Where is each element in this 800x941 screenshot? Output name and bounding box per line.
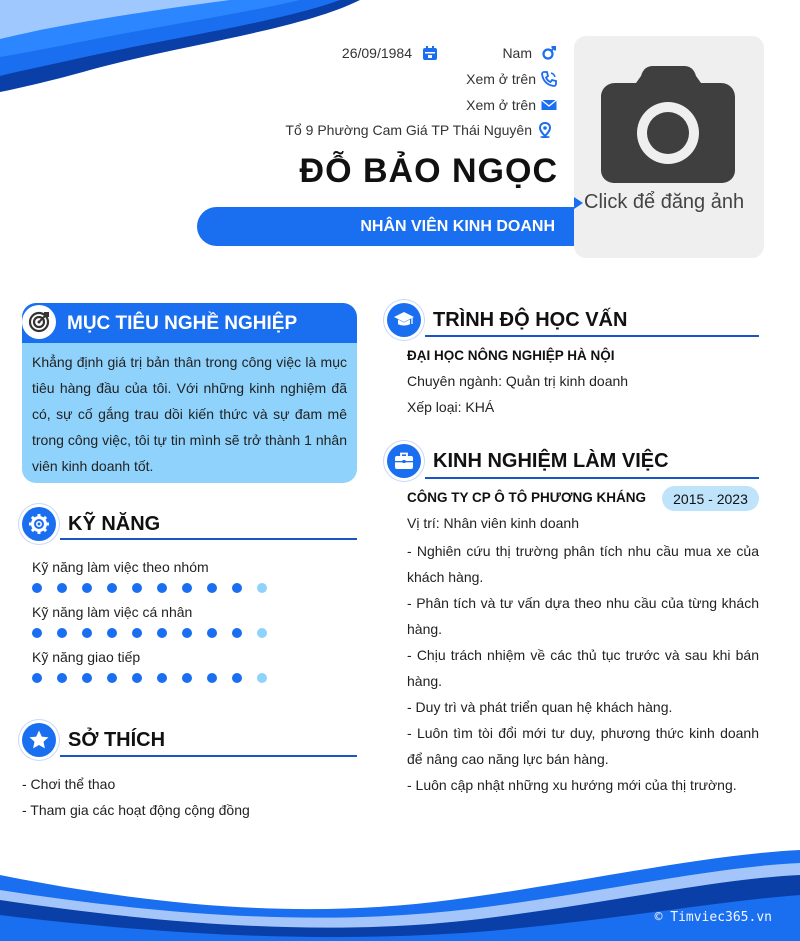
phone-text: Xem ở trên: [466, 71, 536, 87]
target-icon: [22, 305, 56, 339]
rating-dot-filled: [32, 673, 42, 683]
hobbies-title: SỞ THÍCH: [68, 728, 166, 751]
rating-dot-filled: [207, 628, 217, 638]
duty-item: - Luôn tìm tòi đổi mới tư duy, phương thức kinh doanh để nâng cao năng lực bán hàng.: [407, 725, 759, 767]
calendar-icon: [422, 45, 438, 61]
hobby-item: - Chơi thể thao: [22, 776, 116, 792]
rating-dot-filled: [182, 583, 192, 593]
position-bar: [197, 207, 585, 246]
rating-dot-filled: [182, 673, 192, 683]
experience-divider: [425, 477, 759, 479]
period-text: 2015 - 2023: [673, 490, 748, 507]
copyright-text: © Timviec365.vn: [654, 910, 772, 925]
location-icon: [537, 122, 553, 138]
email-row: [466, 97, 557, 113]
rating-dot-filled: [232, 673, 242, 683]
job-role: Vị trí: Nhân viên kinh doanh: [407, 515, 579, 531]
rating-dot-filled: [107, 628, 117, 638]
rating-dot-filled: [157, 628, 167, 638]
rating-dot-filled: [57, 583, 67, 593]
rating-dot-filled: [182, 628, 192, 638]
hobbies-divider: [60, 755, 357, 757]
education-grade: Xếp loại: KHÁ: [407, 399, 495, 415]
rating-dot-empty: [257, 628, 267, 638]
graduation-cap-icon: [387, 303, 421, 337]
rating-dot-filled: [132, 583, 142, 593]
company-name: CÔNG TY CP Ô TÔ PHƯƠNG KHÁNG: [407, 490, 646, 505]
star-icon: [22, 723, 56, 757]
education-major: Chuyên ngành: Quản trị kinh doanh: [407, 373, 629, 389]
rating-dot-filled: [207, 673, 217, 683]
rating-dot-empty: [257, 673, 267, 683]
period-badge: [662, 486, 759, 511]
rating-dot-filled: [132, 673, 142, 683]
bottom-wave-decoration: [0, 845, 800, 941]
email-text: Xem ở trên: [466, 97, 536, 113]
skills-heading: [22, 507, 160, 541]
skill-label: Kỹ năng làm việc cá nhân: [32, 604, 193, 620]
phone-icon: [541, 71, 557, 87]
gender-text: Nam: [502, 45, 532, 61]
gender-row: [502, 45, 557, 61]
education-heading: [387, 303, 627, 337]
top-wave-decoration: [0, 0, 380, 100]
rating-dot-filled: [57, 673, 67, 683]
full-name: ĐỖ BẢO NGỌC: [299, 152, 558, 190]
objective-text: Khẳng định giá trị bản thân trong công việc là mục tiêu hàng đầu của tôi. Với những kinh nghiệm đã có, sự cố gắng trau dồi kiến thức và sự đam mê trong công việc, tôi tự tin mình sẽ trở thành 1 nhân viên kinh doanh tốt.: [32, 354, 347, 474]
duties-list: [407, 538, 759, 798]
objective-title: MỤC TIÊU NGHỀ NGHIỆP: [67, 313, 298, 334]
birthdate-text: 26/09/1984: [341, 45, 412, 61]
position-title: NHÂN VIÊN KINH DOANH: [360, 217, 555, 235]
birthdate-row: [342, 45, 438, 61]
duty-item: - Nghiên cứu thị trường phân tích nhu cầu mua xe của khách hàng.: [407, 543, 759, 585]
rating-dot-filled: [107, 583, 117, 593]
objective-section: [22, 303, 357, 483]
education-title: TRÌNH ĐỘ HỌC VẤN: [433, 308, 628, 331]
skill-rating: [32, 628, 282, 638]
experience-title: KINH NGHIỆM LÀM VIỆC: [433, 449, 669, 472]
briefcase-icon: [387, 444, 421, 478]
camera-icon: [601, 66, 736, 189]
rating-dot-filled: [32, 628, 42, 638]
rating-dot-filled: [157, 583, 167, 593]
address-row: [285, 122, 553, 138]
address-text: Tổ 9 Phường Cam Giá TP Thái Nguyên: [285, 122, 532, 138]
duty-item: - Chịu trách nhiệm về các thủ tục trước và sau khi bán hàng.: [407, 647, 759, 689]
rating-dot-filled: [107, 673, 117, 683]
rating-dot-filled: [207, 583, 217, 593]
photo-caption: Click để đăng ảnh: [584, 191, 745, 213]
skill-rating: [32, 583, 282, 593]
photo-pointer: [574, 197, 583, 209]
duty-item: - Duy trì và phát triển quan hệ khách hàng.: [407, 699, 673, 715]
rating-dot-filled: [132, 628, 142, 638]
hobby-item: - Tham gia các hoạt động cộng đồng: [22, 802, 250, 818]
skills-title: KỸ NĂNG: [68, 512, 161, 535]
school-name: ĐẠI HỌC NÔNG NGHIỆP HÀ NỘI: [407, 348, 615, 363]
rating-dot-filled: [232, 628, 242, 638]
skill-label: Kỹ năng giao tiếp: [32, 649, 141, 665]
gear-icon: [22, 507, 56, 541]
duty-item: - Luôn cập nhật những xu hướng mới của thị trường.: [407, 777, 737, 793]
hobbies-heading: [22, 723, 165, 757]
rating-dot-filled: [57, 628, 67, 638]
education-divider: [425, 335, 759, 337]
photo-upload[interactable]: [574, 36, 764, 258]
experience-heading: [387, 444, 669, 478]
mail-icon: [541, 97, 557, 113]
rating-dot-empty: [257, 583, 267, 593]
rating-dot-filled: [157, 673, 167, 683]
rating-dot-filled: [82, 628, 92, 638]
rating-dot-filled: [82, 583, 92, 593]
duty-item: - Phân tích và tư vấn dựa theo nhu cầu của từng khách hàng.: [407, 595, 759, 637]
skill-rating: [32, 673, 282, 683]
skills-divider: [60, 538, 357, 540]
rating-dot-filled: [232, 583, 242, 593]
gender-icon: [541, 45, 557, 61]
skill-label: Kỹ năng làm việc theo nhóm: [32, 559, 209, 575]
rating-dot-filled: [32, 583, 42, 593]
phone-row: [466, 71, 557, 87]
rating-dot-filled: [82, 673, 92, 683]
